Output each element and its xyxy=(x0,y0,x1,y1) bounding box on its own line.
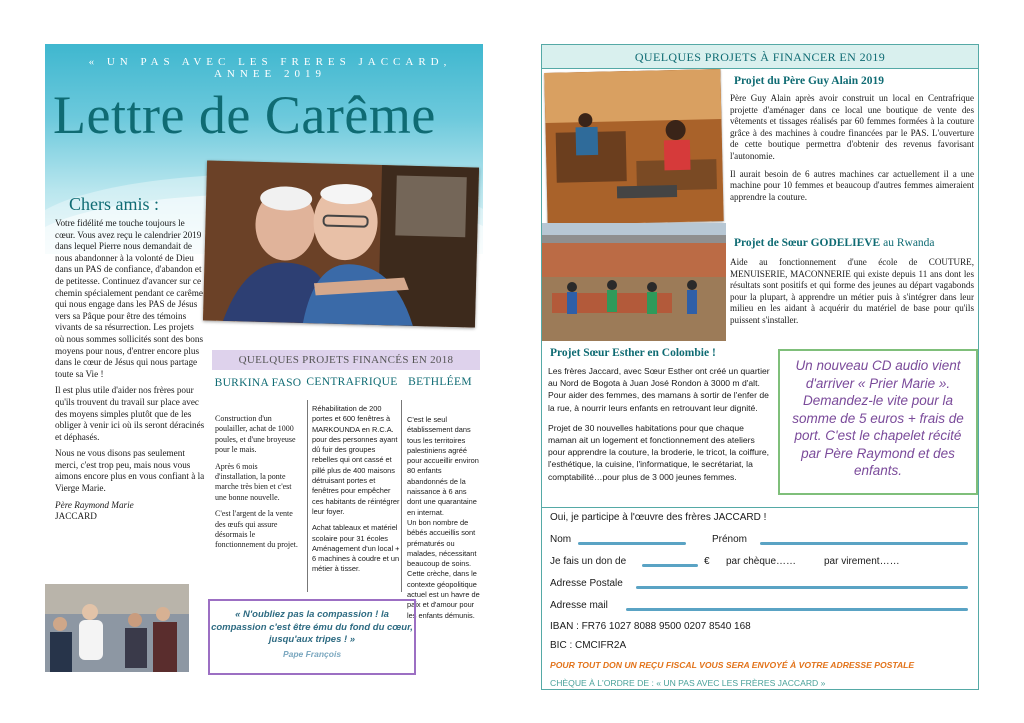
project3-paragraph: Les frères Jaccard, avec Sœur Esther ont créé un quartier au Nord de Bogota à Juan José Rondon à 3000 m d'alt. Pour aider des femmes, des mamans à sortir de l'enfer de la rue, à nourrir leurs enfants en retrouvant leur dignité. xyxy=(548,366,770,413)
don-label: Je fais un don de xyxy=(550,556,627,567)
column-paragraph: Un bon nombre de bébés accueillis sont prématurés ou malades, nécessitant beaucoup de soins. Cette crèche, dans le contexte géopolitique actuel est un havre de paix et d'amour pour les enfants démunis. xyxy=(407,517,480,620)
column-text-burkina xyxy=(215,414,301,557)
projects-to-fund-heading: QUELQUES PROJETS À FINANCER EN 2019 xyxy=(542,45,978,69)
left-page xyxy=(45,44,483,684)
address-field[interactable] xyxy=(636,586,968,589)
project2-title-prefix: Projet de Sœur xyxy=(734,237,811,249)
project2-title-name: GODELIEVE xyxy=(810,237,881,249)
column-divider xyxy=(307,400,308,592)
address-label: Adresse Postale xyxy=(550,578,623,589)
project1-title: Projet du Père Guy Alain 2019 xyxy=(734,75,885,87)
construction-school-illustration xyxy=(542,223,726,341)
greeting: Chers amis : xyxy=(69,194,159,214)
column-text-bethleem xyxy=(407,415,481,627)
intro-text xyxy=(55,218,205,528)
project1-paragraph: Il aurait besoin de 6 autres machines car actuellement il a une machine pour 10 femmes et beaucoup d'autres femmes aimeraient apprendre la couture. xyxy=(730,168,974,202)
prenom-field[interactable] xyxy=(760,542,968,545)
elderly-brothers-illustration xyxy=(203,160,479,327)
column-paragraph: C'est le seul établissement dans tous les territoires palestiniens agréé pour accueillir environ 80 enfants abandonnés de la naissance à 6 ans dont une quarantaine en internat. xyxy=(407,415,479,517)
bic: BIC : CMCIFR2A xyxy=(550,640,627,651)
virement-option[interactable]: par virement…… xyxy=(824,556,900,567)
project2-text: Aide au fonctionnement d'une école de COUTURE, MENUISERIE, MACONNERIE qui existe depuis 11 ans dont les résultats sont positifs et qui forme des jeunes au départ vagabonds pour la plupart, à apprendre un métier puis à s'intégrer dans leur milieu en les aidant à acquérir du matériel de base pour qu'ils puissent s'installer. xyxy=(730,257,974,325)
nom-label: Nom xyxy=(550,534,572,545)
pope-crowd-photo xyxy=(45,584,189,672)
pope-crowd-illustration xyxy=(45,584,189,672)
project3-paragraph: Projet de 30 nouvelles habitations pour que chaque maman ait un logement et fonctionnement des ateliers pour apprendre la couture, la broderie, le tricot, la coiffure, l'esthétique, la cuisine, l'informatique, le secrétariat, la comptabilité…pour plus de 3 000 jeunes femmes. xyxy=(548,422,770,482)
mail-field[interactable] xyxy=(626,608,968,611)
don-amount-field[interactable] xyxy=(642,564,698,567)
prenom-label: Prénom xyxy=(712,534,748,545)
intro-paragraph: Nous ne vous disons pas seulement merci, c'est trop peu, mais nous vous aimons encore plus en vous confiant à la Vierge Marie. xyxy=(55,448,205,494)
pope-quote-author: Pape François xyxy=(282,648,342,659)
elderly-brothers-photo xyxy=(203,160,479,327)
cheque-order: CHÈQUE À L'ORDRE DE : « UN PAS AVEC LES FRÈRES JACCARD » xyxy=(550,678,826,688)
nom-field[interactable] xyxy=(578,542,686,545)
signature-org: JACCARD xyxy=(55,511,97,522)
project2-title-suffix: au Rwanda xyxy=(880,237,935,249)
project3-title: Projet Sœur Esther en Colombie ! xyxy=(550,347,716,359)
column-text-centrafrique xyxy=(312,404,400,581)
signature-name: Père Raymond Marie xyxy=(55,499,134,510)
column-paragraph: C'est l'argent de la vente des œufs qui assure désormais le fonctionnement du projet. xyxy=(215,509,298,550)
iban: IBAN : FR76 1027 8088 9500 0207 8540 168 xyxy=(550,621,751,632)
form-intro: Oui, je participe à l'œuvre des frères JACCARD ! xyxy=(550,512,767,523)
column-title-centrafrique: CENTRAFRIQUE xyxy=(306,376,398,388)
column-paragraph: Après 6 mois d'installation, la ponte marche très bien et c'est une bonne nouvelle. xyxy=(215,461,292,502)
project1-paragraph: Père Guy Alain après avoir construit un local en Centrafrique projette d'aménager dans ce local une boutique de vente des vêtements et tissages réalisés par 60 femmes formées à la couture grâce à des machines à coudre financées par le PAS. L'ouverture de cette boutique permettra d'obtenir des revenus favorisant l'autonomie. xyxy=(730,93,974,161)
construction-school-photo xyxy=(542,223,726,341)
funded-projects-heading: QUELQUES PROJETS FINANCÉS EN 2018 xyxy=(212,350,480,370)
right-page xyxy=(541,44,979,690)
mail-label: Adresse mail xyxy=(550,600,608,611)
currency-label: € xyxy=(704,556,710,567)
column-paragraph: Construction d'un poulailler, achat de 1000 poules, et d'une broyeuse pour le mais. xyxy=(215,414,296,455)
column-title-bethleem: BETHLÉEM xyxy=(408,376,472,388)
project3-text xyxy=(548,365,774,491)
sewing-workshop-photo xyxy=(544,69,723,225)
project2-title xyxy=(734,237,935,249)
pope-quote: « N'oubliez pas la compassion ! la compassion c'est être ému du fond du cœur, jusqu'aux tripes ! » xyxy=(211,609,413,645)
pope-quote-box xyxy=(208,599,416,675)
cd-announcement-box: Un nouveau CD audio vient d'arriver « Prier Marie ». Demandez-le vite pour la somme de 5 euros + frais de port. C'est le chapelet récité par Père Raymond et des enfants. xyxy=(778,349,978,495)
intro-paragraph: Il est plus utile d'aider nos frères pour qu'ils trouvent du travail sur place avec des moyens simples plutôt que de les obliger à venir ici où ils seront déracinés et déphasés. xyxy=(55,385,205,442)
letter-title: Lettre de Carême xyxy=(53,85,436,145)
column-divider xyxy=(401,400,402,592)
fiscal-notice: POUR TOUT DON UN REÇU FISCAL VOUS SERA ENVOYÉ À VOTRE ADRESSE POSTALE xyxy=(550,660,915,670)
column-paragraph: Réhabilitation de 200 portes et 600 fenêtres à MARKOUNDA en R.C.A. pour des personnes ayant dû fuir des groupes rebelles qui ont cassé et pillé plus de 400 maisons détruisant portes et fenêtres pour empêcher ces habitants de réintégrer leur foyer. xyxy=(312,404,400,516)
association-line: « UN PAS AVEC LES FRERES JACCARD, ANNEE 2019 xyxy=(88,56,452,80)
donation-form xyxy=(542,507,978,689)
cheque-option[interactable]: par chèque…… xyxy=(726,556,797,567)
column-paragraph: Achat tableaux et matériel scolaire pour 31 écoles Aménagement d'un local + 6 machines à coudre et un métier à tisser. xyxy=(312,523,400,574)
column-title-burkina: BURKINA FASO xyxy=(214,377,302,389)
project1-text xyxy=(730,93,974,209)
intro-paragraph: Votre fidélité me touche toujours le cœur. Vous avez reçu le calendrier 2019 dans lequel Pierre nous demandait de nous abandonner à la volonté de Dieu dans un PAS de confiance, d'abandon et de petitesse. Continuez d'avancer sur ce chemin spécialement pendant ce carême qui nous engage dans les PAS de Jésus vers sa Pâque pour être des témoins vivants de sa résurrection. Les projets où nous sommes sollicités sont des bons moyens pour nous, d'entrer encore plus dans le cœur de Jésus qui nous partage toute sa Vie ! xyxy=(55,218,204,379)
sewing-workshop-illustration xyxy=(544,69,723,225)
